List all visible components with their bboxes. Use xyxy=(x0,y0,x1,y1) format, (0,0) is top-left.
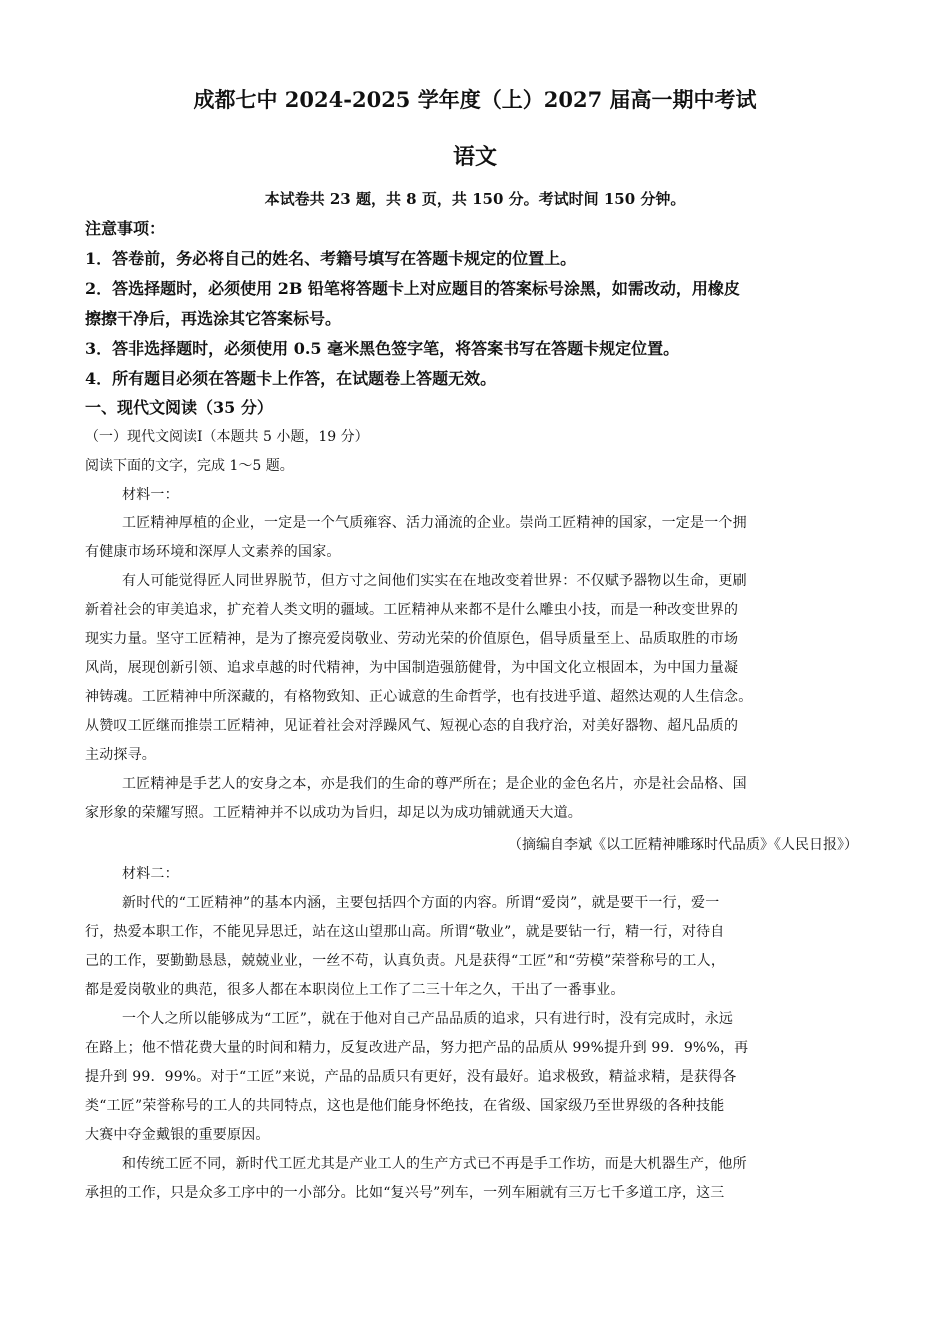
material-line: 现实力量。坚守工匠精神，是为了擦亮爱岗敬业、劳动光荣的价值原色，倡导质量至上、品质取胜的市场 xyxy=(85,631,739,647)
exam-title: 成都七中 2024-2025 学年度（上）2027 届高一期中考试 xyxy=(193,87,757,112)
material-line: 行，热爱本职工作，不能见异思迁，站在这山望那山高。所谓“敬业”，就是要钻一行，精一行，对待自 xyxy=(85,924,725,940)
material-line: 己的工作，要勤勤恳恳，兢兢业业，一丝不苟，认真负责。凡是获得“工匠”和“劳模”荣誉称号的工人， xyxy=(85,953,726,969)
material-line: 新着社会的审美追求，扩充着人类文明的疆域。工匠精神从来都不是什么雕虫小技，而是一种改变世界的 xyxy=(85,602,739,618)
material-line: 承担的工作，只是众多工序中的一小部分。比如“复兴号”列车，一列车厢就有三万七千多道工序，这三 xyxy=(85,1185,725,1201)
material-line: 大赛中夺金戴银的重要原因。 xyxy=(85,1127,270,1143)
note-line: 2．答选择题时，必须使用 2B 铅笔将答题卡上对应题目的答案标号涂黑，如需改动，用橡皮 xyxy=(85,279,740,298)
material-line: 风尚，展现创新引领、追求卓越的时代精神，为中国制造强筋健骨，为中国文化立根固本，为中国力量凝 xyxy=(85,660,739,676)
material-line: 和传统工匠不同，新时代工匠尤其是产业工人的生产方式已不再是手工作坊，而是大机器生产，他所 xyxy=(122,1156,747,1172)
material-line: 提升到 99．99%。对于“工匠”来说，产品的品质只有更好，没有最好。追求极致，精益求精，是获得各 xyxy=(85,1069,737,1085)
material-line: 类“工匠”荣誉称号的工人的共同特点，这也是他们能身怀绝技，在省级、国家级乃至世界级的各种技能 xyxy=(85,1098,725,1114)
material-line: 工匠精神厚植的企业，一定是一个气质雍容、活力涌流的企业。崇尚工匠精神的国家，一定是一个拥 xyxy=(122,515,747,531)
note-line: 4．所有题目必须在答题卡上作答，在试题卷上答题无效。 xyxy=(85,369,497,388)
material-line: 从赞叹工匠继而推崇工匠精神，见证着社会对浮躁风气、短视心态的自我疗治，对美好器物、超凡品质的 xyxy=(85,718,739,734)
section-heading: 一、现代文阅读（35 分） xyxy=(85,398,273,417)
material-line: 主动探寻。 xyxy=(85,747,156,763)
material-label: 材料一： xyxy=(122,487,179,503)
exam-summary: 本试卷共 23 题，共 8 页，共 150 分。考试时间 150 分钟。 xyxy=(264,190,686,208)
subject-title: 语文 xyxy=(452,144,497,170)
material-line: 有人可能觉得匠人同世界脱节，但方寸之间他们实实在在地改变着世界：不仅赋予器物以生命，更刷 xyxy=(122,573,747,589)
material-line: 家形象的荣耀写照。工匠精神并不以成功为旨归，却足以为成功铺就通天大道。 xyxy=(85,805,582,821)
material-line: 工匠精神是手艺人的安身之本，亦是我们的生命的尊严所在；是企业的金色名片，亦是社会品格、国 xyxy=(122,776,747,792)
material-source: （摘编自李斌《以工匠精神雕琢时代品质》《人民日报》） xyxy=(508,837,858,853)
material-line: 都是爱岗敬业的典范，很多人都在本职岗位上工作了二三十年之久，干出了一番事业。 xyxy=(85,982,625,998)
material-label: 材料二： xyxy=(122,866,179,882)
material-line: 一个人之所以能够成为“工匠”，就在于他对自己产品品质的追求，只有进行时，没有完成时，永远 xyxy=(122,1011,734,1027)
note-line: 1．答卷前，务必将自己的姓名、考籍号填写在答题卡规定的位置上。 xyxy=(85,249,577,268)
material-line: 新时代的“工匠精神”的基本内涵，主要包括四个方面的内容。所谓“爱岗”，就是要干一行，爱一 xyxy=(122,895,720,911)
material-line: 有健康市场环境和深厚人文素养的国家。 xyxy=(85,544,341,560)
note-line: 擦擦干净后，再选涂其它答案标号。 xyxy=(85,309,342,328)
notes-heading: 注意事项： xyxy=(85,219,166,238)
note-line: 3．答非选择题时，必须使用 0.5 毫米黑色签字笔，将答案书写在答题卡规定位置。 xyxy=(85,339,680,358)
sub-section-heading: （一）现代文阅读Ⅰ（本题共 5 小题，19 分） xyxy=(85,429,369,445)
reading-instruction: 阅读下面的文字，完成 1～5 题。 xyxy=(85,458,294,474)
material-line: 在路上；他不惜花费大量的时间和精力，反复改进产品，努力把产品的品质从 99%提升到 99．9%%，再 xyxy=(85,1040,749,1056)
material-line: 神铸魂。工匠精神中所深藏的，有格物致知、正心诚意的生命哲学，也有技进乎道、超然达观的人生信念。 xyxy=(85,689,753,705)
